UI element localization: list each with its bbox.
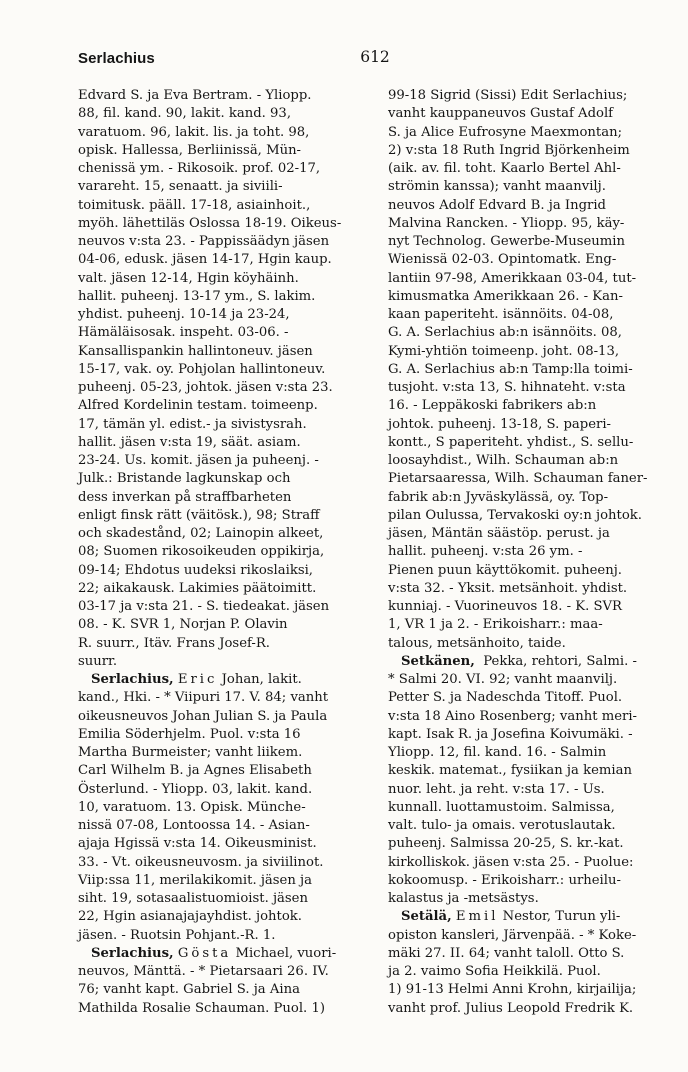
line-text: Yliopp. 12, fil. kand. 16. - Salmin (388, 745, 607, 760)
line-text: Michael, vuori- (231, 945, 337, 961)
line-text: 33. - Vt. oikeusneuvosm. ja siviilinot. (78, 854, 324, 870)
line-text: hallit. puheenj. v:sta 26 ym. - (388, 544, 583, 560)
line-text: kand., Hki. - * Viipuri 17. V. 84; vanht (78, 690, 329, 706)
line-text: 2) v:sta 18 Ruth Ingrid Björkenheim (388, 142, 630, 158)
text-line (388, 306, 684, 324)
text-line (388, 197, 684, 215)
text-line (78, 963, 376, 981)
text-line (78, 270, 376, 288)
text-line (78, 416, 376, 434)
line-text: tusjoht. v:sta 13, S. hihnateht. v:sta (388, 380, 626, 395)
text-line (78, 178, 376, 196)
text-line (388, 671, 684, 689)
text-line (388, 452, 684, 470)
text-line (78, 562, 376, 580)
page-number: 612 (360, 48, 390, 66)
text-line (388, 799, 684, 817)
text-line (78, 452, 376, 470)
text-line (78, 817, 376, 835)
text-line (388, 1000, 684, 1018)
line-text: Kansallispankin hallintoneuv. jäsen (78, 343, 313, 359)
line-text: jäsen, Mäntän säästöp. perust. ja (388, 526, 610, 541)
text-line (388, 781, 684, 799)
line-text: fabrik ab:n Jyväskylässä, oy. Top- (388, 489, 609, 505)
text-line (78, 105, 376, 123)
line-text: johtok. puheenj. 13-18, S. paperi- (388, 416, 612, 432)
text-line (78, 653, 376, 671)
text-line (388, 927, 684, 945)
line-text: Österlund. - Yliopp. 03, lakit. kand. (78, 781, 313, 797)
line-text: Pienen puun käyttökomit. puheenj. (388, 562, 622, 578)
text-line (78, 233, 376, 251)
text-line (388, 890, 684, 908)
line-text: dess inverkan på straffbarheten (78, 489, 292, 505)
text-line (78, 835, 376, 853)
line-text: kunniaj. - Vuorineuvos 18. - K. SVR (388, 599, 622, 614)
line-text: yhdist. puheenj. 10-14 ja 23-24, (78, 307, 290, 322)
text-line (78, 215, 376, 233)
text-line (388, 233, 684, 251)
text-line (388, 361, 684, 379)
line-text: 99-18 Sigrid (Sissi) Edit Serlachius; (388, 88, 628, 103)
text-line (388, 689, 684, 707)
line-text: valt. tulo- ja omais. verotuslautak. (388, 818, 616, 833)
text-line (388, 817, 684, 835)
text-line (78, 324, 376, 342)
line-text: 88, fil. kand. 90, lakit. kand. 93, (78, 106, 292, 122)
entry-start-line (78, 945, 376, 963)
line-text: pilan Oulussa, Tervakoski oy:n johtok. (388, 507, 642, 523)
text-line (78, 781, 376, 799)
text-line (78, 142, 376, 160)
line-text: 17, tämän yl. edist.- ja sivistysrah. (78, 416, 307, 432)
line-text: kalastus ja -metsästys. (388, 891, 539, 906)
text-line (78, 744, 376, 762)
line-text: Wienissä 02-03. Opintomatk. Eng- (388, 252, 617, 268)
text-line (388, 744, 684, 762)
line-text: Alfred Kordelinin testam. toimeenp. (78, 398, 318, 414)
line-text: kaan paperiteht. isännöits. 04-08, (388, 307, 614, 322)
text-line (78, 379, 376, 397)
text-line (78, 635, 376, 653)
text-line (388, 215, 684, 233)
line-text: 08; Suomen rikosoikeuden oppikirja, (78, 544, 325, 560)
line-text: 10, varatuom. 13. Opisk. Münche- (78, 799, 306, 815)
line-text: ja 2. vaimo Sofia Heikkilä. Puol. (388, 964, 601, 979)
line-text: vanht prof. Julius Leopold Fredrik K. (388, 1000, 634, 1016)
line-text: 08. - K. SVR 1, Norjan P. Olavin (78, 617, 288, 633)
entry-given-name: Gösta (177, 945, 232, 961)
line-text: valt. jäsen 12-14, Hgin köyhäinh. (78, 270, 299, 286)
line-text: Malvina Rancken. - Yliopp. 95, käy- (388, 215, 625, 231)
entry-given-name: Eric (177, 672, 218, 687)
text-line (78, 908, 376, 926)
line-text: Emilia Söderhjelm. Puol. v:sta 16 (78, 726, 301, 742)
text-line (388, 489, 684, 507)
text-line (388, 726, 684, 744)
text-line (388, 635, 684, 653)
line-text: 22; aikakausk. Lakimies päätoimitt. (78, 580, 317, 596)
line-text: strömin kanssa); vanht maanvilj. (388, 179, 606, 195)
line-text: 1, VR 1 ja 2. - Erikoisharr.: maa- (388, 617, 603, 633)
text-line (388, 160, 684, 178)
line-text: hallit. puheenj. 13-17 ym., S. lakim. (78, 288, 316, 304)
line-text: * Salmi 20. VI. 92; vanht maanvilj. (388, 672, 618, 687)
line-text: myöh. lähettiläs Oslossa 18-19. Oikeus- (78, 215, 342, 231)
line-text: 16. - Leppäkoski fabrikers ab:n (388, 398, 597, 414)
line-text: ajaja Hgissä v:sta 14. Oikeusminist. (78, 836, 317, 852)
text-line (388, 270, 684, 288)
text-line (388, 543, 684, 561)
right-column (388, 87, 684, 1018)
entry-start-line (388, 908, 684, 926)
line-text: varareht. 15, senaatt. ja siviili- (78, 179, 283, 195)
line-text: opiston kansleri, Järvenpää. - * Koke- (388, 927, 637, 943)
text-line (78, 616, 376, 634)
line-text: (aik. av. fil. toht. Kaarlo Bertel Ahl- (388, 161, 621, 176)
line-text: nuor. leht. ja reht. v:sta 17. - Us. (388, 781, 605, 797)
text-line (388, 525, 684, 543)
line-text: neuvos v:sta 23. - Pappissäädyn jäsen (78, 234, 330, 249)
running-head: Serlachius (78, 50, 155, 67)
line-text: 04-06, edusk. jäsen 14-17, Hgin kaup. (78, 252, 332, 268)
line-text: Kymi-yhtiön toimeenp. joht. 08-13, (388, 343, 620, 359)
text-line (388, 945, 684, 963)
text-line (78, 708, 376, 726)
line-text: kapt. Isak R. ja Josefina Koivumäki. - (388, 726, 633, 742)
line-text: 22, Hgin asianajajayhdist. johtok. (78, 909, 302, 925)
text-line (388, 562, 684, 580)
text-line (388, 288, 684, 306)
text-line (78, 397, 376, 415)
text-line (388, 507, 684, 525)
text-line (388, 416, 684, 434)
line-text: siht. 19, sotasaalistuomioist. jäsen (78, 891, 308, 906)
text-line (388, 708, 684, 726)
line-text: 23-24. Us. komit. jäsen ja puheenj. - (78, 453, 319, 468)
line-text: varatuom. 96, lakit. lis. ja toht. 98, (78, 124, 310, 140)
line-text: Edvard S. ja Eva Bertram. - Yliopp. (78, 88, 312, 103)
line-text: G. A. Serlachius ab:n Tamp:lla toimi- (388, 361, 633, 377)
line-text: Carl Wilhelm B. ja Agnes Elisabeth (78, 763, 312, 779)
line-text: Mathilda Rosalie Schauman. Puol. 1) (78, 1000, 325, 1016)
text-line (78, 87, 376, 105)
text-line (78, 890, 376, 908)
line-text: hallit. jäsen v:sta 19, säät. asiam. (78, 434, 301, 450)
line-text: talous, metsänhoito, taide. (388, 635, 566, 651)
line-text: enligt finsk rätt (väitösk.), 98; Straff (78, 507, 320, 523)
line-text: opisk. Hallessa, Berliinissä, Mün- (78, 142, 302, 158)
line-text: kimusmatka Amerikkaan 26. - Kan- (388, 288, 623, 304)
text-line (78, 927, 376, 945)
text-line (78, 872, 376, 890)
text-line (78, 854, 376, 872)
entry-surname: Setälä, (401, 909, 452, 925)
text-line (388, 87, 684, 105)
line-text: 1) 91-13 Helmi Anni Krohn, kirjailija; (388, 982, 637, 998)
line-text: keskik. matemat., fysiikan ja kemian (388, 763, 632, 779)
line-text: loosayhdist., Wilh. Schauman ab:n (388, 453, 619, 468)
line-text: kokoomusp. - Erikoisharr.: urheilu- (388, 872, 621, 888)
entry-given-name: Emil (455, 909, 499, 925)
line-text: jäsen. - Ruotsin Pohjant.-R. 1. (78, 927, 276, 943)
text-line (78, 197, 376, 215)
text-line (78, 361, 376, 379)
text-line (78, 525, 376, 543)
text-line (388, 835, 684, 853)
line-text: kontt., S paperiteht. yhdist., S. sellu- (388, 434, 634, 450)
text-line (78, 799, 376, 817)
line-text: suurr. (78, 653, 118, 669)
text-line (388, 981, 684, 999)
text-line (388, 854, 684, 872)
text-line (78, 762, 376, 780)
line-text: lantiin 97-98, Amerikkaan 03-04, tut- (388, 270, 637, 286)
text-line (78, 689, 376, 707)
text-line (78, 598, 376, 616)
entry-surname: Setkänen, (401, 653, 475, 669)
text-line (388, 379, 684, 397)
text-line (78, 1000, 376, 1018)
text-line (78, 124, 376, 142)
text-line (78, 288, 376, 306)
line-text: G. A. Serlachius ab:n isännöits. 08, (388, 325, 622, 341)
line-text: neuvos, Mänttä. - * Pietarsaari 26. IV. (78, 964, 329, 979)
line-text: puheenj. Salmissa 20-25, S. kr.-kat. (388, 836, 624, 852)
text-line (388, 124, 684, 142)
text-line (78, 251, 376, 269)
text-line (78, 470, 376, 488)
line-text: mäki 27. II. 64; vanht taloll. Otto S. (388, 945, 625, 961)
left-column (78, 87, 376, 1018)
line-text: S. ja Alice Eufrosyne Maexmontan; (388, 124, 623, 140)
text-line (388, 105, 684, 123)
line-text: kunnall. luottamustoim. Salmissa, (388, 799, 615, 815)
text-line (388, 872, 684, 890)
text-line (78, 580, 376, 598)
text-line (78, 489, 376, 507)
text-line (388, 963, 684, 981)
line-text: Viip:ssa 11, merilakikomit. jäsen ja (78, 872, 312, 888)
text-line (388, 324, 684, 342)
line-text: 15-17, vak. oy. Pohjolan hallintoneuv. (78, 361, 326, 377)
line-text: chenissä ym. - Rikosoik. prof. 02-17, (78, 161, 321, 176)
line-text: 03-17 ja v:sta 21. - S. tiedeakat. jäsen (78, 599, 330, 614)
line-text: Nestor, Turun yli- (498, 909, 621, 925)
text-line (388, 470, 684, 488)
entry-surname: Serlachius, (91, 945, 174, 961)
entry-start-line (388, 653, 684, 671)
line-text: vanht kauppaneuvos Gustaf Adolf (388, 106, 614, 122)
line-text: nissä 07-08, Lontoossa 14. - Asian- (78, 818, 310, 833)
line-text: 76; vanht kapt. Gabriel S. ja Aina (78, 982, 300, 998)
line-text: Pietarsaaressa, Wilh. Schauman faner- (388, 471, 648, 487)
text-line (78, 507, 376, 525)
line-text: neuvos Adolf Edvard B. ja Ingrid (388, 197, 606, 213)
line-text: puheenj. 05-23, johtok. jäsen v:sta 23. (78, 380, 333, 395)
line-text: 09-14; Ehdotus uudeksi rikoslaiksi, (78, 562, 313, 578)
text-line (78, 981, 376, 999)
text-line (78, 434, 376, 452)
line-text: Hämäläisosak. inspeht. 03-06. - (78, 325, 289, 341)
line-text: Pekka, rehtori, Salmi. - (479, 653, 637, 669)
line-text: Julk.: Bristande lagkunskap och (78, 471, 291, 487)
line-text: toimitusk. pääll. 17-18, asiainhoit., (78, 197, 311, 213)
text-line (78, 160, 376, 178)
line-text: och skadestånd, 02; Lainopin alkeet, (78, 526, 324, 541)
text-line (388, 343, 684, 361)
line-text: R. suurr., Itäv. Frans Josef-R. (78, 635, 270, 651)
text-line (78, 306, 376, 324)
text-line (388, 251, 684, 269)
line-text: kirkolliskok. jäsen v:sta 25. - Puolue: (388, 854, 634, 870)
line-text: Martha Burmeister; vanht liikem. (78, 745, 303, 760)
line-text: nyt Technolog. Gewerbe-Museumin (388, 234, 626, 249)
line-text: Johan, lakit. (217, 672, 302, 687)
text-line (78, 343, 376, 361)
text-line (78, 543, 376, 561)
text-line (388, 762, 684, 780)
line-text: oikeusneuvos Johan Julian S. ja Paula (78, 708, 328, 724)
text-line (388, 178, 684, 196)
text-line (388, 580, 684, 598)
line-text: v:sta 32. - Yksit. metsänhoit. yhdist. (388, 580, 628, 596)
text-line (388, 434, 684, 452)
text-line (388, 397, 684, 415)
text-line (78, 726, 376, 744)
line-text: Petter S. ja Nadeschda Titoff. Puol. (388, 690, 623, 706)
entry-surname: Serlachius, (91, 672, 174, 687)
entry-start-line (78, 671, 376, 689)
text-line (388, 616, 684, 634)
text-line (388, 598, 684, 616)
line-text: v:sta 18 Aino Rosenberg; vanht meri- (388, 708, 637, 724)
text-line (388, 142, 684, 160)
